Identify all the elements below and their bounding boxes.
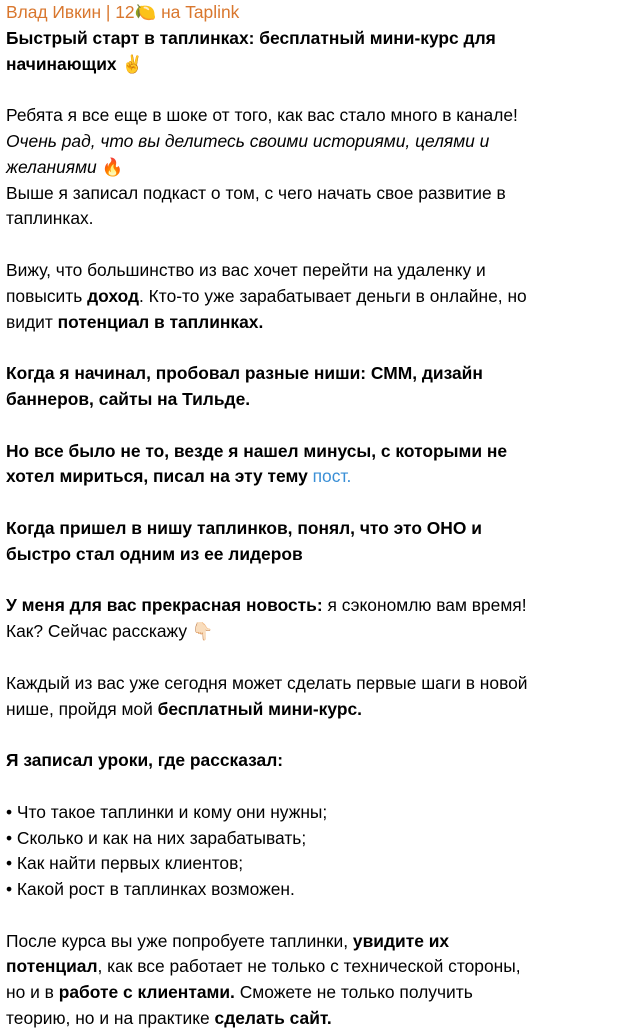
text-segment: Выше я записал подкаст о том, с чего начать свое развитие в [6, 182, 506, 203]
text-segment: но и в [6, 982, 59, 1003]
post-line [6, 542, 620, 568]
text-segment: Ребята я все еще в шоке от того, как вас стало много в канале! [6, 105, 518, 126]
post-line [6, 980, 620, 1006]
blank-line [6, 774, 620, 800]
bold-text-segment: доход [87, 285, 140, 306]
post-line [6, 284, 620, 310]
post-line [6, 103, 620, 129]
blank-line [6, 232, 620, 258]
bold-text-segment: бесплатный мини-курс. [157, 698, 362, 719]
bold-text-segment: У меня для вас прекрасная новость: [6, 595, 323, 616]
bold-text-segment: Но все было не то, везде я нашел минусы, с которыми не [6, 440, 508, 461]
post-line [6, 1006, 620, 1032]
author-name-suffix[interactable]: на Taplink [156, 2, 240, 22]
bold-text-segment: баннеров, сайты на Тильде. [6, 388, 251, 409]
bold-text-segment: Я записал уроки, где рассказал: [6, 750, 284, 771]
text-segment: я сэкономлю вам время! [322, 595, 527, 616]
text-segment: видит [6, 311, 58, 332]
bold-text-segment: Когда пришел в нишу таплинков, понял, что это ОНО и [6, 517, 482, 538]
emoji-icon: ✌️ [121, 54, 144, 75]
text-segment: Каждый из вас уже сегодня может сделать первые шаги в новой [6, 672, 528, 693]
post-line [6, 954, 620, 980]
lemon-emoji-icon: 🍋 [134, 3, 157, 23]
blank-line [6, 335, 620, 361]
post-line [6, 129, 620, 155]
bold-text-segment: работе с клиентами. [58, 982, 235, 1003]
blank-line [6, 568, 620, 594]
post-line [6, 52, 620, 78]
text-segment: таплинках. [6, 208, 94, 229]
post-line [6, 619, 620, 645]
post-line [6, 929, 620, 955]
emoji-icon: 👇🏻 [191, 622, 214, 643]
post-line [6, 258, 620, 284]
bold-text-segment: хотел мириться, писал на эту тему [6, 466, 313, 487]
post-line [6, 310, 620, 336]
post-line [6, 439, 620, 465]
author-name[interactable]: Влад Ивкин | 12 [6, 2, 135, 22]
post-line [6, 826, 620, 852]
text-segment: • Что такое таплинки и кому они нужны; [6, 801, 328, 822]
bold-text-segment: увидите их [352, 930, 450, 951]
text-segment: Сможете не только получить [234, 982, 473, 1003]
post-line [6, 387, 620, 413]
text-segment: . Кто-то уже зарабатывает деньги в онлайне, но [139, 285, 527, 306]
text-segment: • Сколько и как на них зарабатывать; [6, 827, 307, 848]
post-line [6, 593, 620, 619]
post-body [6, 26, 620, 1032]
text-segment: повысить [6, 285, 88, 306]
post-line [6, 851, 620, 877]
emoji-icon: 🔥 [101, 157, 124, 178]
text-segment: Вижу, что большинство из вас хочет перейти на удаленку и [6, 259, 486, 280]
text-segment: нише, пройдя мой [6, 698, 158, 719]
bold-text-segment: потенциал [6, 956, 98, 977]
blank-line [6, 490, 620, 516]
bold-text-segment: Быстрый старт в таплинках: бесплатный мини-курс для [6, 27, 496, 48]
post-line [6, 671, 620, 697]
post-line [6, 26, 620, 52]
post-line [6, 748, 620, 774]
post-line [6, 361, 620, 387]
text-segment: После курса вы уже попробуете таплинки, [6, 930, 353, 951]
post-line [6, 516, 620, 542]
text-segment: теорию, но и на практике [6, 1008, 215, 1029]
bold-text-segment: Когда я начинал, пробовал разные ниши: СММ, дизайн [6, 363, 483, 384]
post-line [6, 181, 620, 207]
text-segment: • Какой рост в таплинках возможен. [6, 879, 295, 900]
text-segment: , как все работает не только с технической стороны, [97, 956, 521, 977]
blank-line [6, 903, 620, 929]
italic-text-segment: желаниями [6, 156, 102, 177]
blank-line [6, 77, 620, 103]
bold-text-segment: начинающих [6, 53, 122, 74]
post-line [6, 206, 620, 232]
bold-text-segment: потенциал в таплинках. [57, 311, 264, 332]
text-segment: • Как найти первых клиентов; [6, 853, 244, 874]
blank-line [6, 413, 620, 439]
post-line [6, 877, 620, 903]
italic-text-segment: Очень рад, что вы делитесь своими историями, целями и [6, 130, 490, 151]
post-line [6, 155, 620, 181]
bold-text-segment: быстро стал одним из ее лидеров [6, 543, 303, 564]
blank-line [6, 645, 620, 671]
post-line [6, 464, 620, 490]
text-segment: Как? Сейчас расскажу [6, 621, 192, 642]
post-line [6, 697, 620, 723]
post-line [6, 800, 620, 826]
post-author-header[interactable] [6, 0, 620, 26]
blank-line [6, 722, 620, 748]
post-link[interactable]: пост. [312, 466, 352, 487]
bold-text-segment: сделать сайт. [214, 1008, 332, 1029]
